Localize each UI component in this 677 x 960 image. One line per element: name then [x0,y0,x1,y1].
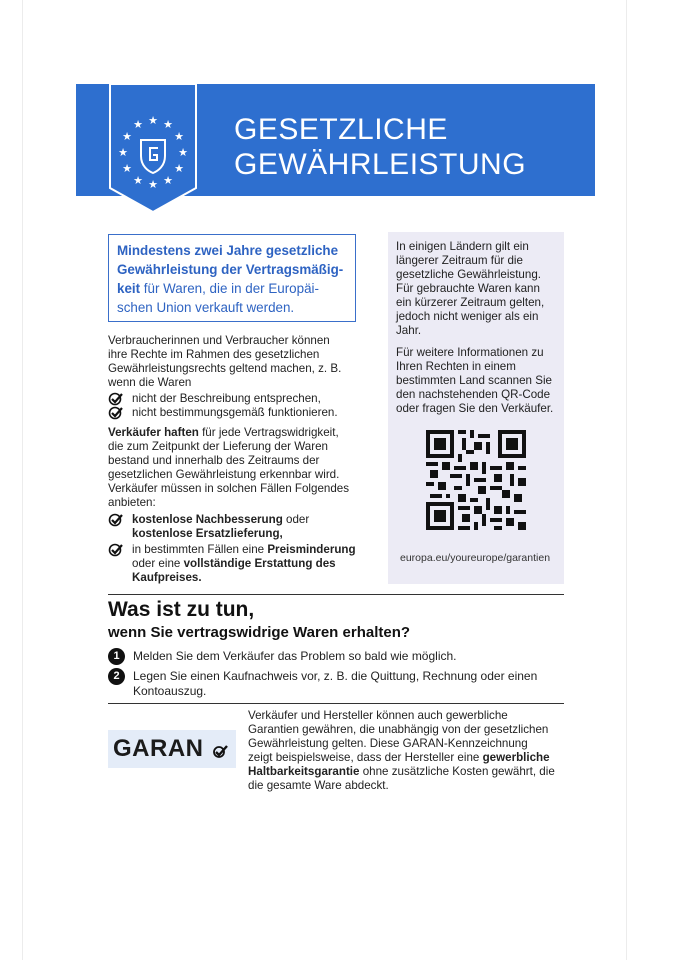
svg-text:★: ★ [163,118,173,131]
svg-text:★: ★ [133,174,143,187]
check-icon [108,543,123,557]
remedy-refund-end: Kaufpreises. [132,571,202,584]
remedy-price-bold: Preisminderung [267,543,356,556]
garan-line: Garantien gewähren, die unabhängig von der gesetzlichen [248,723,549,736]
sidebox-line: Jahr. [396,324,422,337]
sidebox-line: den nachstehenden QR-Code [396,388,551,401]
liability-line: Verkäufer müssen in solchen Fällen Folgendes [108,482,350,495]
svg-text:★: ★ [148,114,158,127]
callout-text-3: für Waren, die in der Europäi- [140,281,319,296]
liability-line: die zum Zeitpunkt der Lieferung der Waren [108,440,328,453]
remedy-repair-rest: oder [282,513,310,526]
liability-text [108,426,349,510]
section-subheading: wenn Sie vertragswidrige Waren erhalten? [108,624,411,641]
page-edge-left [22,0,23,960]
check-icon [108,406,123,420]
check-item: nicht bestimmungsgemäß funktionieren. [132,406,338,419]
divider [108,594,564,595]
garan-line-6: die gesamte Ware abdeckt. [248,779,389,792]
garan-line: Verkäufer und Hersteller können auch gewerbliche [248,709,508,722]
intro-line: wenn die Waren [108,376,192,389]
liability-line-1: für jede Vertragswidrigkeit, [198,426,339,439]
info-sidebox [388,232,564,584]
sidebox-para-2 [396,346,561,416]
section-heading: Was ist zu tun, [108,598,255,621]
title-line-2: GEWÄHRLEISTUNG [234,148,527,181]
garan-line-4-bold: gewerbliche [482,751,550,764]
liability-line: bestand und innerhalb des Zeitraums der [108,454,320,467]
garan-logo: GARAN [113,735,204,762]
eu-shield-icon [108,84,198,212]
callout-box [108,234,356,322]
step-1-text: Melden Sie dem Verkäufer das Problem so bald wie möglich. [133,649,457,663]
remedy-price [132,543,356,585]
garan-text [248,709,555,793]
svg-text:★: ★ [133,118,143,131]
svg-text:★: ★ [163,174,173,187]
title-line-1: GESETZLICHE [234,113,448,146]
sidebox-para-1 [396,240,561,338]
step-2-line-2: Kontoauszug. [133,684,207,698]
intro-text [108,334,341,390]
garan-line-4-pre: zeigt beispielsweise, dass der Hersteller eine [248,751,483,764]
check-item: nicht der Beschreibung entsprechen, [132,392,321,405]
sidebox-line: ein kürzerer Zeitraum gelten, [396,296,545,309]
europa-link[interactable]: europa.eu/youreurope/garantien [400,552,551,564]
remedy-refund-pre: oder eine [132,557,184,570]
remedy-repair-bold: kostenlose Nachbesserung [132,513,283,526]
check-icon [108,513,123,527]
qr-code[interactable] [426,430,526,530]
callout-bold-3: keit [117,281,141,296]
remedy-replacement: kostenlose Ersatzlieferung, [132,527,283,540]
page-edge-right [626,0,627,960]
intro-line: Verbraucherinnen und Verbraucher können [108,334,330,347]
sidebox-line: Für gebrauchte Waren kann [396,282,540,295]
liability-bold: Verkäufer haften [108,426,199,439]
page-title [234,112,526,182]
callout-bold-2: Gewährleistung der Vertragsmäßig- [117,262,344,277]
sidebox-line: längerer Zeitraum für die [396,254,523,267]
liability-line: anbieten: [108,496,156,509]
sidebox-line: oder fragen Sie den Verkäufer. [396,402,554,415]
check-icon [108,392,123,406]
svg-text:★: ★ [174,130,184,143]
svg-text:★: ★ [122,130,132,143]
svg-text:★: ★ [122,162,132,175]
intro-line: ihre Rechte im Rahmen des gesetzlichen [108,348,320,361]
sidebox-line: jedoch nicht weniger als ein [396,310,539,323]
svg-text:★: ★ [174,162,184,175]
intro-line: Gewährleistungsrechts geltend machen, z. B. [108,362,342,375]
callout-bold-1: Mindestens zwei Jahre gesetzliche [117,243,339,258]
remedy-refund-bold: vollständige Erstattung des [183,557,336,570]
step-number-badge: 2 [108,668,125,685]
sidebox-line: In einigen Ländern gilt ein [396,240,529,253]
garan-line-5-rest: ohne zusätzliche Kosten gewährt, die [359,765,555,778]
divider [108,703,564,704]
remedy-price-pre: in bestimmten Fällen eine [132,543,268,556]
sidebox-line: Für weitere Informationen zu [396,346,544,359]
step-number-badge: 1 [108,648,125,665]
sidebox-line: gesetzliche Gewährleistung. [396,268,542,281]
svg-text:★: ★ [148,178,158,191]
step-2-text [133,669,537,699]
garan-line-5-bold: Haltbarkeitsgarantie [248,765,360,778]
garan-line: Gewährleistung gelten. Diese GARAN-Kennzeichnung [248,737,528,750]
garan-check-icon [212,744,228,758]
liability-line: gesetzlichen Gewährleistung erkennbar wird. [108,468,340,481]
callout-text-4: schen Union verkauft werden. [117,300,295,315]
svg-text:★: ★ [118,146,128,159]
sidebox-line: Ihren Rechten in einem [396,360,516,373]
remedy-repair [132,513,309,541]
svg-text:★: ★ [178,146,188,159]
sidebox-line: bestimmten Land scannen Sie [396,374,552,387]
step-2-line-1: Legen Sie einen Kaufnachweis vor, z. B. die Quittung, Rechnung oder einen [133,669,538,683]
